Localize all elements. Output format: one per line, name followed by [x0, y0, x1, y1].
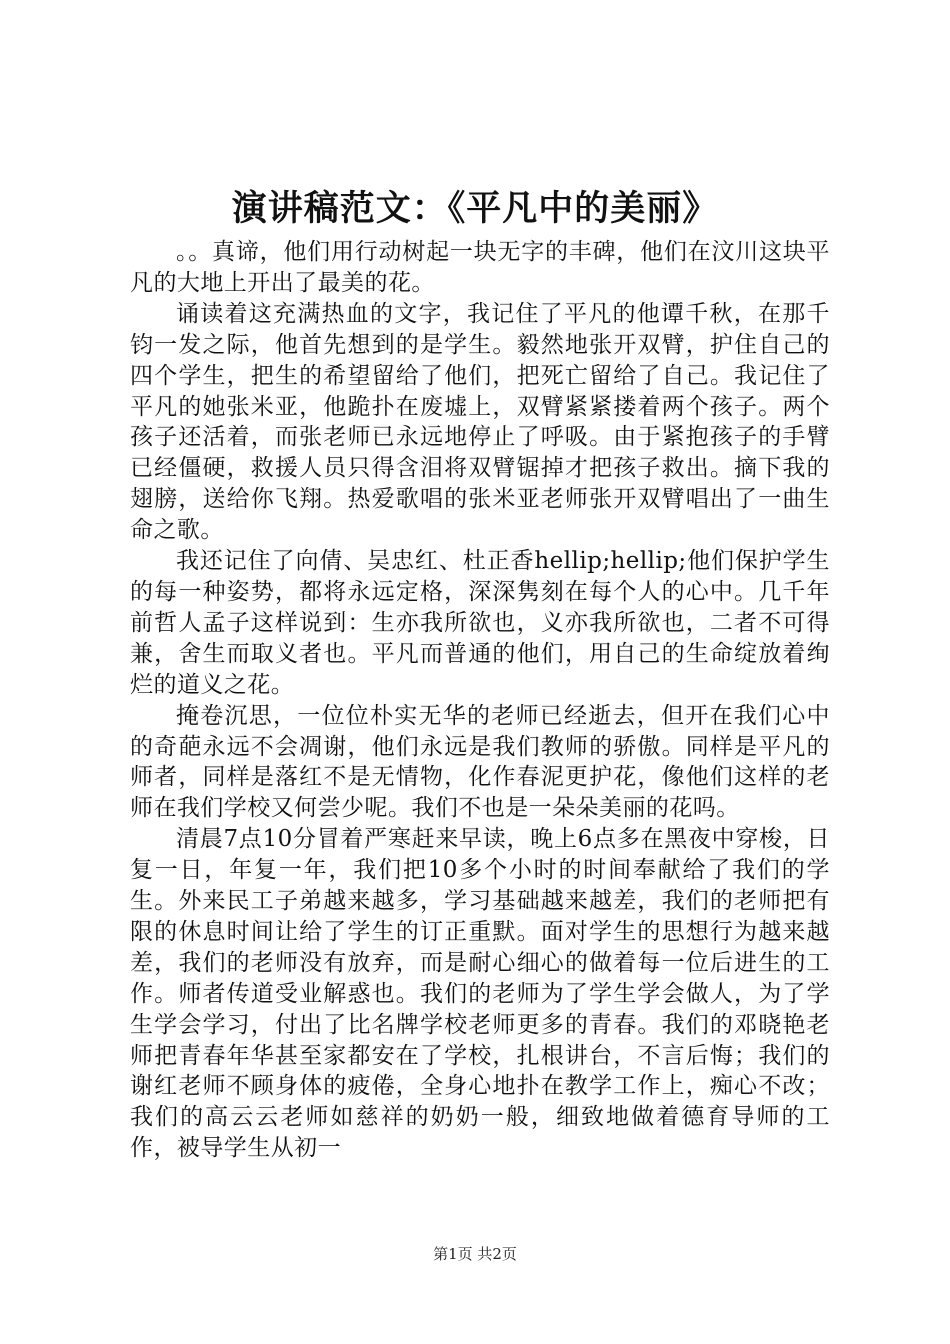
paragraph-2: 诵读着这充满热血的文字，我记住了平凡的他谭千秋，在那千钧一发之际，他首先想到的是学生。毅然地张开双臂，护住自己的四个学生，把生的希望留给了他们，把死亡留给了自己。我记住了平凡的她张米亚，他跪扑在废墟上，双臂紧紧搂着两个孩子。两个孩子还活着，而张老师已永远地停止了呼吸。由于紧抱孩子的手臂已经僵硬，救援人员只得含泪将双臂锯掉才把孩子救出。摘下我的翅膀，送给你飞翔。热爱歌唱的张米亚老师张开双臂唱出了一曲生命之歌。 — [130, 300, 830, 544]
page-number-footer: 第1页 共2页 — [433, 1245, 517, 1263]
document-title: 演讲稿范文：《平凡中的美丽》 — [231, 188, 719, 229]
paragraph-4: 掩卷沉思，一位位朴实无华的老师已经逝去，但开在我们心中的奇葩永远不会凋谢，他们永远是我们教师的骄傲。同样是平凡的师者，同样是落红不是无情物，化作春泥更护花，像他们这样的老师在我们学校又何尝少呢。我们不也是一朵朵美丽的花吗。 — [130, 702, 830, 822]
document-body — [130, 237, 830, 1164]
paragraph-5: 清晨7点10分冒着严寒赶来早读，晚上6点多在黑夜中穿梭，日复一日，年复一年，我们把10多个小时的时间奉献给了我们的学生。外来民工子弟越来越多，学习基础越来越差，我们的老师把有限的休息时间让给了学生的订正重默。面对学生的思想行为越来越差，我们的老师没有放弃，而是耐心细心的做着每一位后进生的工作。师者传道受业解惑也。我们的老师为了学生学会做人，为了学生学会学习，付出了比名牌学校老师更多的青春。我们的邓晓艳老师把青春年华甚至家都安在了学校，扎根讲台，不言后悔；我们的谢红老师不顾身体的疲倦，全身心地扑在教学工作上，痴心不改；我们的高云云老师如慈祥的奶奶一般，细致地做着德育导师的工作，被导学生从初一 — [130, 826, 830, 1162]
paragraph-1: 。。真谛，他们用行动树起一块无字的丰碑，他们在汶川这块平凡的大地上开出了最美的花。 — [130, 239, 830, 296]
paragraph-3: 我还记住了向倩、吴忠红、杜正香hellip;hellip;他们保护学生的每一种姿势，都将永远定格，深深隽刻在每个人的心中。几千年前哲人孟子这样说到：生亦我所欲也，义亦我所欲也，二者不可得兼，舍生而取义者也。平凡而普通的他们，用自己的生命绽放着绚烂的道义之花。 — [130, 548, 830, 698]
